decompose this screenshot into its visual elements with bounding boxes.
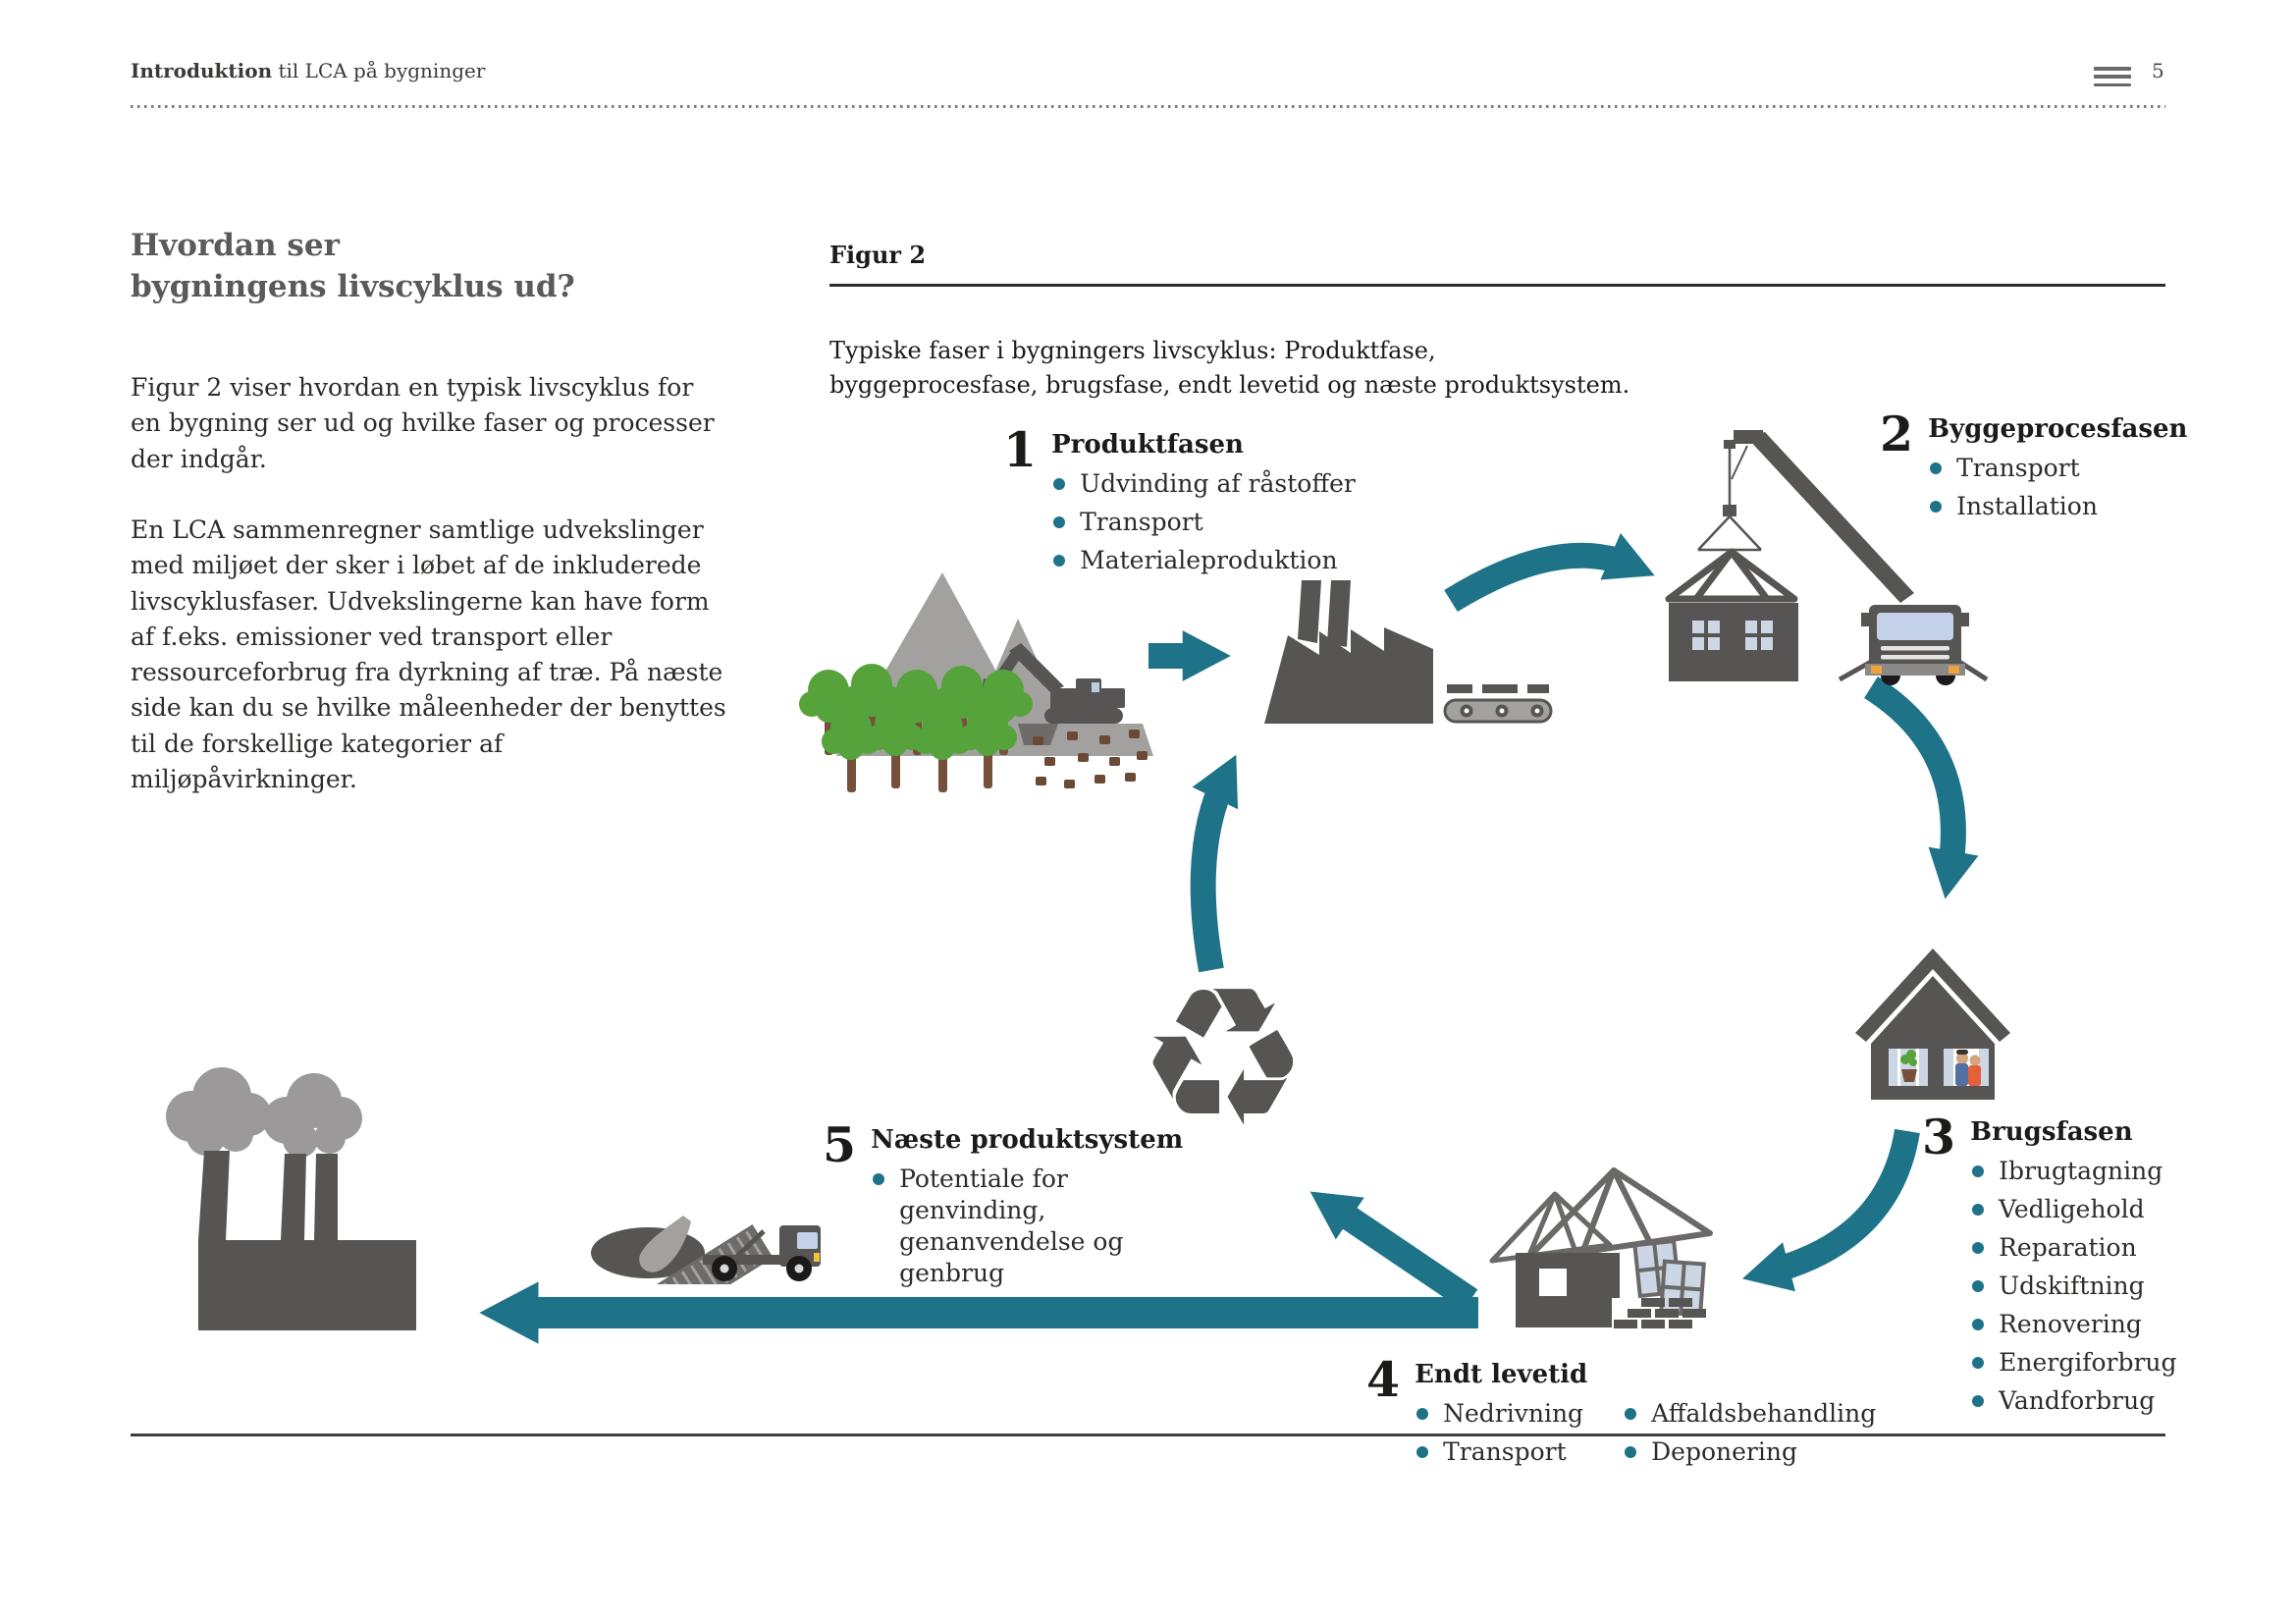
bullet-dot [1972,1242,1984,1254]
phase-title: Endt levetid [1415,1360,1588,1389]
phase-bullet-item: Deponering [1623,1436,1876,1468]
header-title-bold: Introduktion [131,59,273,82]
recycling-icon: ♻ [1137,947,1309,1170]
phase-title: Brugsfasen [1970,1117,2133,1147]
phase-bullet-item: Udvinding af råstoffer [1051,468,1356,500]
phase-bullet-item: Udskiftning [1970,1271,2176,1302]
phase-bullet-item: Ibrugtagning [1970,1156,2176,1187]
dump-truck-landfill-icon [587,1137,828,1284]
footer-rule [131,1434,2165,1436]
figure-caption: Typiske faser i bygningers livscyklus: Produktfase, byggeprocesfase, brugsfase, endt levetid og næste produktsystem. [829,337,1630,399]
header-title-rest: til LCA på bygninger [272,59,486,82]
phase-number: 1 [1003,421,1038,478]
bullet-dot [1972,1395,1984,1407]
bullet-dot [1930,462,1942,474]
phase-bullet-item: Transport [1415,1436,1609,1468]
bullet-dot [1972,1280,1984,1292]
phase-2-byggeprocesfasen [1880,406,2188,529]
bullet-dot [1053,555,1065,567]
bullet-dot [1053,516,1065,528]
phase-bullet-item: Vandforbrug [1970,1385,2176,1417]
house-occupied-icon [1853,945,2012,1102]
bullet-dot [1053,478,1065,490]
bullet-dot [1972,1204,1984,1216]
intro-paragraph-1: Figur 2 viser hvordan en typisk livscyklus for en bygning ser ud og hvilke faser og processer der indgår. [131,373,715,473]
phase-bullet-item: Nedrivning [1415,1398,1609,1430]
intro-paragraph-2: En LCA sammenregner samtlige udvekslinger med miljøet der sker i løbet af de inkluderede livscyklusfaser. Udvekslingerne kan have form af f.eks. emissioner ved transport eller ressourceforbrug fra dyrkning af træ. På næste side kan du se hvilke måleenheder der benyttes til de forskellige kategorier af miljøpåvirkninger. [131,515,726,793]
demolition-icon [1465,1151,1718,1339]
phase-title: Byggeprocesfasen [1928,414,2188,444]
phase-bullet-item: Transport [1928,453,2187,484]
phase-number: 5 [823,1116,857,1173]
figure-label: Figur 2 [829,241,927,269]
phase-number: 3 [1922,1109,1956,1165]
phase-bullet-item: Potentiale for genvinding, genanvendelse og genbrug [871,1164,1195,1289]
phase-4-endt-levetid [1366,1351,1877,1475]
bullet-dot [1972,1319,1984,1330]
smokestack-factory-icon [137,1056,432,1335]
bullet-dot [1972,1357,1984,1369]
phase-number: 2 [1880,406,1914,462]
phase-bullet-item: Materialeproduktion [1051,545,1356,576]
phase-5-naeste-produktsystem [823,1116,1195,1296]
bullet-dot [1625,1408,1636,1420]
phase-bullet-item: Affaldsbehandling [1623,1398,1876,1430]
bullet-dot [1930,501,1942,513]
phase-bullet-item: Reparation [1970,1232,2176,1264]
phase-1-produktfasen [1003,421,1356,583]
page-number: 5 [2152,59,2164,82]
bullet-dot [1416,1408,1428,1420]
phase-bullet-item: Vedligehold [1970,1194,2176,1225]
phase-title: Produktfasen [1051,430,1244,460]
phase-3-brugsfasen [1922,1109,2177,1424]
factory-conveyor-icon [1258,574,1553,731]
bullet-dot [1625,1446,1636,1458]
intro-heading: Hvordan ser bygningens livscyklus ud? [131,228,575,304]
bullet-dot [1972,1165,1984,1177]
phase-number: 4 [1366,1351,1401,1408]
phase-bullet-item: Transport [1051,507,1356,538]
phase-title: Næste produktsystem [871,1125,1184,1155]
phase-bullet-item: Energiforbrug [1970,1347,2176,1379]
phase-bullet-item: Renovering [1970,1309,2176,1340]
bullet-dot [1416,1446,1428,1458]
phase-bullet-item: Installation [1928,491,2187,522]
bullet-dot [873,1173,884,1185]
